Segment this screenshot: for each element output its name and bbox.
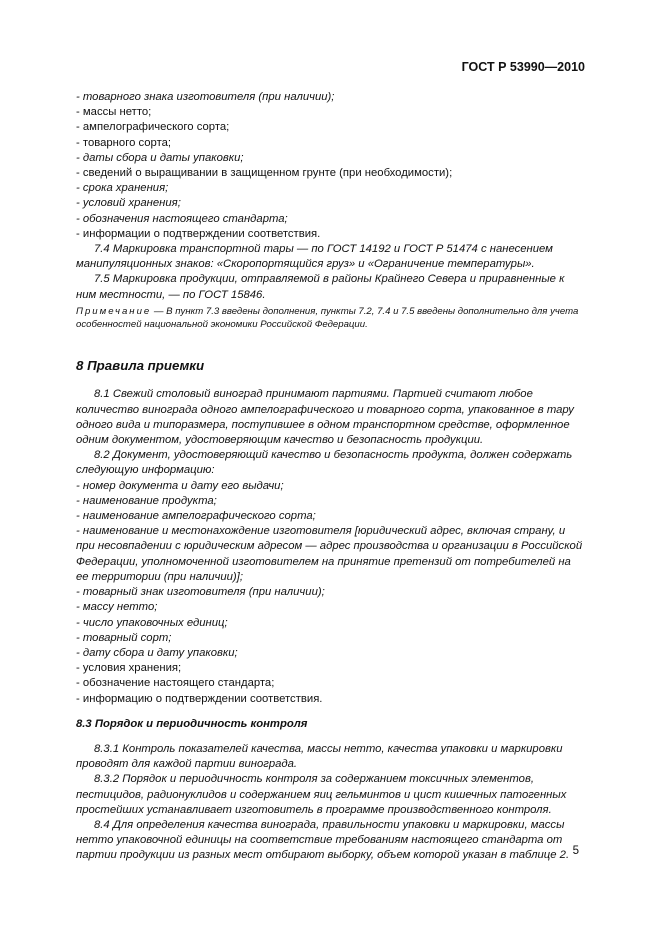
paragraph-8-3-2: 8.3.2 Порядок и периодичность контроля за содержанием токсичных элементов, пестицидов, радионуклидов и содержанием яиц гельминтов и цист кишечных патогенных простейших устанавливает изготовитель в программе производственного контроля. [76,773,567,816]
list-item: - обозначение настоящего стандарта; [76,677,275,690]
marking-list [76,90,586,242]
list-item: - срока хранения; [76,182,169,195]
paragraph-7-5: 7.5 Маркировка продукции, отправляемой в районы Крайнего Севера и приравненные к ним местности, — по ГОСТ 15846. [76,273,565,301]
list-item: - товарный сорт; [76,631,172,644]
note-label: Примечание [76,305,152,317]
page-number: 5 [572,845,579,857]
list-item: - наименование ампелографического сорта; [76,510,316,523]
list-item: - число упаковочных единиц; [76,616,228,629]
paragraph-7-4: 7.4 Маркировка транспортной тары — по ГОСТ 14192 и ГОСТ Р 51474 с нанесением манипуляционных знаков: «Скоропортящийся груз» и «Ограничение температуры». [76,243,553,271]
paragraph-8-4: 8.4 Для определения качества винограда, правильности упаковки и маркировки, массы нетто упаковочной единицы на соответствие требованиям настоящего стандарта от партии продукции из разных мест отбирают выборку, объем которой указан в таблице 2. [76,818,570,862]
document-number: ГОСТ Р 53990—2010 [461,60,585,74]
note-text: — В пункт 7.3 введены дополнения, пункты 7.2, 7.4 и 7.5 введены дополнительно для учета особенностей национальной экономики Российской Федерации. [76,305,579,331]
list-item-manufacturer: - наименование и местонахождение изготовителя [юридический адрес, включая страну, и при несовпадении с юридическим адресом — адрес производства и организации в Российской Федерации, уполномоченной изготовителем на принятие претензий от потребителей на ее территории (при наличии)]; [76,525,583,583]
page-content [76,90,586,864]
list-item: - информации о подтверждении соответствия. [76,227,321,240]
list-item: - массу нетто; [76,601,158,614]
paragraph-8-3-1: 8.3.1 Контроль показателей качества, массы нетто, качества упаковки и маркировки проводят для каждой партии винограда. [76,742,563,771]
list-item: - массы нетто; [76,106,152,119]
list-item: - наименование продукта; [76,494,217,507]
list-item: - условия хранения; [76,662,182,675]
list-item: - товарный знак изготовителя (при наличии); [76,586,325,599]
paragraph-8-1: 8.1 Свежий столовый виноград принимают партиями. Партией считают любое количество винограда одного ампелографического и товарного сорта, упакованное в тару одного вида и типоразмера, поступившее в одном транспортном средстве, оформленное одним документом, удостоверяющим качество и безопасность продукции. [76,388,574,447]
list-item: - условий хранения; [76,197,181,210]
list-item: - номер документа и дату его выдачи; [76,479,284,492]
list-item: - обозначения настоящего стандарта; [76,212,288,225]
list-item: - даты сбора и даты упаковки; [76,151,244,164]
paragraph-8-2: 8.2 Документ, удостоверяющий качество и безопасность продукта, должен содержать следующую информацию: [76,449,573,477]
section-8-title: 8 Правила приемки [76,358,205,374]
list-item: - дату сбора и дату упаковки; [76,646,238,659]
list-item: - информацию о подтверждении соответствия. [76,692,323,705]
list-item: - товарного знака изготовителя (при наличии); [76,91,335,103]
list-item: - сведений о выращивании в защищенном грунте (при необходимости); [76,167,453,180]
note [76,305,586,331]
list-item: - товарного сорта; [76,136,172,149]
list-item: - ампелографического сорта; [76,121,230,134]
section-8-3-title: 8.3 Порядок и периодичность контроля [76,717,308,730]
document-info-list [76,479,586,707]
